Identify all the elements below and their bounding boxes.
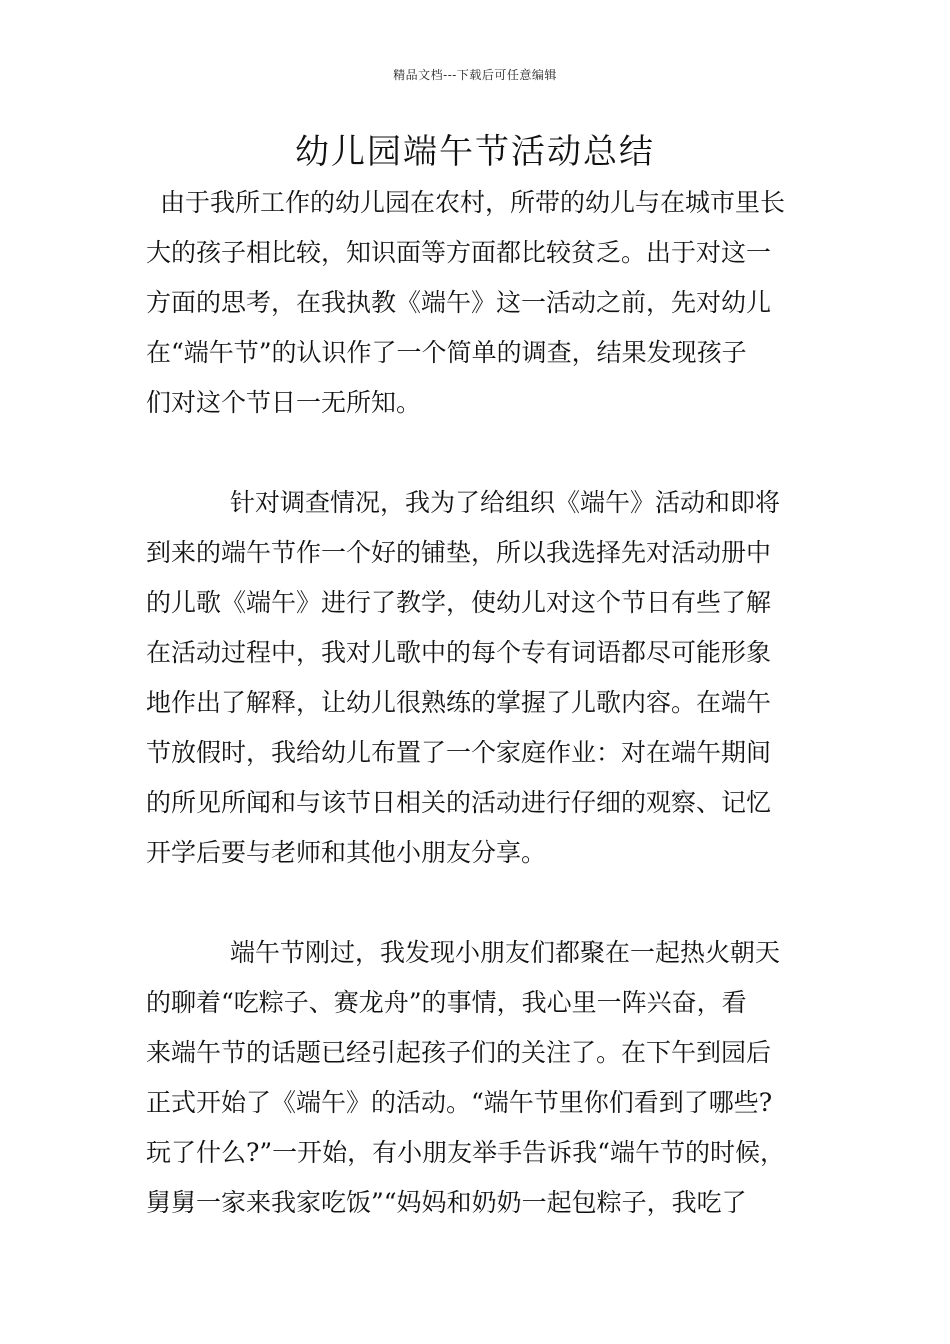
text-line: 的聊着“吃粽子、赛龙舟”的事情，我心里一阵兴奋，看: [146, 988, 747, 1017]
text-line: 由于我所工作的幼儿园在农村，所带的幼儿与在城市里长: [160, 188, 786, 217]
text-line: 端午节刚过，我发现小朋友们都聚在一起热火朝天: [230, 938, 781, 967]
text-line: 方面的思考，在我执教《端午》这一活动之前，先对幼儿: [146, 288, 772, 317]
text-line: 玩了什么?”一开始，有小朋友举手告诉我“端午节的时候，: [146, 1138, 785, 1167]
text-line: 们对这个节日一无所知。: [146, 388, 422, 417]
text-line: 到来的端午节作一个好的铺垫，所以我选择先对活动册中: [146, 538, 772, 567]
text-line: 在“端午节”的认识作了一个简单的调查，结果发现孩子: [146, 338, 747, 367]
text-line: 开学后要与老师和其他小朋友分享。: [146, 838, 547, 867]
header-note: 精品文档---下载后可任意编辑: [393, 68, 557, 82]
paragraph-3: [146, 928, 816, 1228]
paragraph-1: [146, 178, 816, 428]
text-line: 在活动过程中，我对儿歌中的每个专有词语都尽可能形象: [146, 638, 772, 667]
paragraph-gap: [146, 878, 816, 928]
text-line: 来端午节的话题已经引起孩子们的关注了。在下午到园后: [146, 1038, 772, 1067]
text-line: 的儿歌《端午》进行了教学，使幼儿对这个节日有些了解: [146, 588, 772, 617]
paragraph-2: [146, 478, 816, 878]
text-line: 舅舅一家来我家吃饭”“妈妈和奶奶一起包粽子，我吃了: [146, 1188, 747, 1217]
page-title: 幼儿园端午节活动总结: [295, 132, 655, 172]
text-line: 节放假时，我给幼儿布置了一个家庭作业：对在端午期间: [146, 738, 772, 767]
text-line: 针对调查情况，我为了给组织《端午》活动和即将: [230, 488, 781, 517]
text-line: 大的孩子相比较，知识面等方面都比较贫乏。出于对这一: [146, 238, 772, 267]
paragraph-gap: [146, 428, 816, 478]
document-body: [146, 178, 816, 1228]
text-line: 地作出了解释，让幼儿很熟练的掌握了儿歌内容。在端午: [146, 688, 772, 717]
text-line: 的所见所闻和与该节日相关的活动进行仔细的观察、记忆: [146, 788, 772, 817]
text-line: 正式开始了《端午》的活动。“端午节里你们看到了哪些?: [146, 1088, 773, 1117]
